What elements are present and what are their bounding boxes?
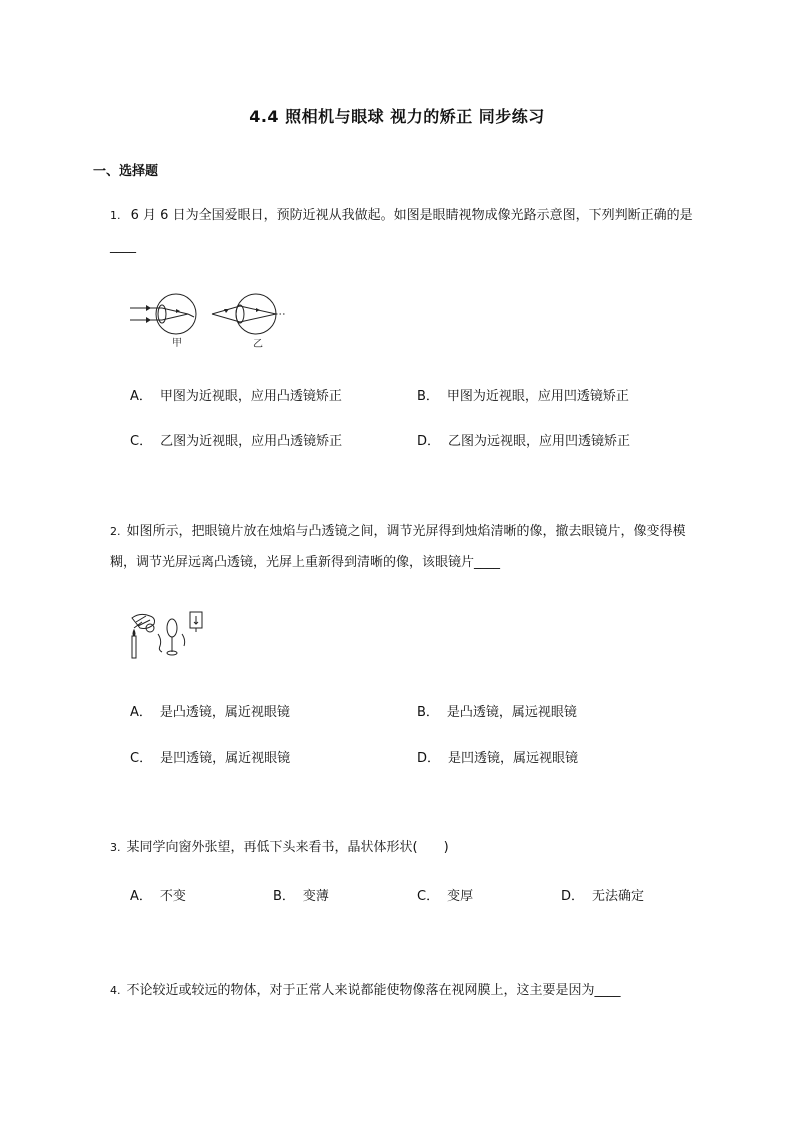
option-letter: B． — [417, 389, 439, 404]
question-text: 6 月 6 日为全国爱眼日，预防近视从我做起。如图是眼睛视物成像光路示意图，下列判断正确的是____ — [110, 208, 693, 254]
option-text: 是凹透镜，属近视眼镜 — [160, 751, 291, 766]
option-letter: C． — [417, 889, 440, 904]
question-3 — [110, 832, 700, 863]
option-letter: A． — [130, 889, 152, 904]
page-title: 4.4 照相机与眼球 视力的矫正 同步练习 — [249, 107, 545, 126]
convex-lens — [167, 619, 177, 637]
question-number: 1. — [110, 209, 121, 222]
figure-label-jia: 甲 — [172, 338, 182, 349]
figure-label-yi: 乙 — [253, 339, 263, 350]
question-number: 3. — [110, 841, 121, 854]
option-b[interactable] — [273, 885, 329, 904]
option-b[interactable] — [417, 385, 629, 404]
option-a[interactable] — [130, 701, 290, 720]
option-text: 乙图为远视眼，应用凹透镜矫正 — [448, 434, 631, 449]
option-letter: D． — [561, 889, 585, 904]
candle-flame — [133, 630, 135, 636]
option-c[interactable] — [417, 885, 473, 904]
option-letter: D． — [417, 434, 441, 449]
option-text: 是凸透镜，属远视眼镜 — [446, 705, 577, 720]
option-letter: A． — [130, 705, 152, 720]
option-text: 无法确定 — [592, 889, 645, 904]
question-text: 如图所示，把眼镜片放在烛焰与凸透镜之间，调节光屏得到烛焰清晰的像，撤去眼镜片，像变得模糊，调节光屏远离凸透镜，光屏上重新得到清晰的像，该眼镜片____ — [110, 524, 686, 570]
question-4 — [110, 975, 700, 1006]
eye-yi — [212, 294, 286, 334]
option-a[interactable] — [130, 385, 342, 404]
option-c[interactable] — [130, 747, 290, 766]
option-a[interactable] — [130, 885, 186, 904]
option-text: 变厚 — [447, 889, 474, 904]
option-text: 是凸透镜，属近视眼镜 — [159, 705, 290, 720]
option-text: 变薄 — [302, 889, 329, 904]
option-letter: A． — [130, 389, 152, 404]
lens-experiment-figure — [128, 610, 218, 666]
option-text: 甲图为近视眼，应用凹透镜矫正 — [446, 389, 629, 404]
option-letter: C． — [130, 751, 153, 766]
option-letter: B． — [417, 705, 439, 720]
option-letter: D． — [417, 751, 441, 766]
eye-jia — [130, 294, 196, 334]
option-text: 不变 — [159, 889, 186, 904]
option-d[interactable] — [561, 885, 644, 904]
question-text: 不论较近或较远的物体，对于正常人来说都能使物像落在视网膜上，这主要是因为____ — [126, 983, 621, 998]
question-1 — [110, 200, 700, 262]
eye-diagram-figure — [126, 292, 296, 352]
question-number: 4. — [110, 984, 121, 997]
option-letter: B． — [273, 889, 295, 904]
option-d[interactable] — [417, 430, 630, 449]
option-b[interactable] — [417, 701, 577, 720]
option-c[interactable] — [130, 430, 342, 449]
option-text: 乙图为近视眼，应用凸透镜矫正 — [160, 434, 343, 449]
option-letter: C． — [130, 434, 153, 449]
option-text: 甲图为近视眼，应用凸透镜矫正 — [159, 389, 342, 404]
option-d[interactable] — [417, 747, 578, 766]
question-number: 2. — [110, 525, 121, 538]
question-2 — [110, 516, 700, 578]
candle — [132, 636, 136, 658]
question-text: 某同学向窗外张望，再低下头来看书，晶状体形状( ) — [126, 840, 449, 855]
section-title: 一、选择题 — [93, 164, 159, 179]
option-text: 是凹透镜，属远视眼镜 — [448, 751, 579, 766]
